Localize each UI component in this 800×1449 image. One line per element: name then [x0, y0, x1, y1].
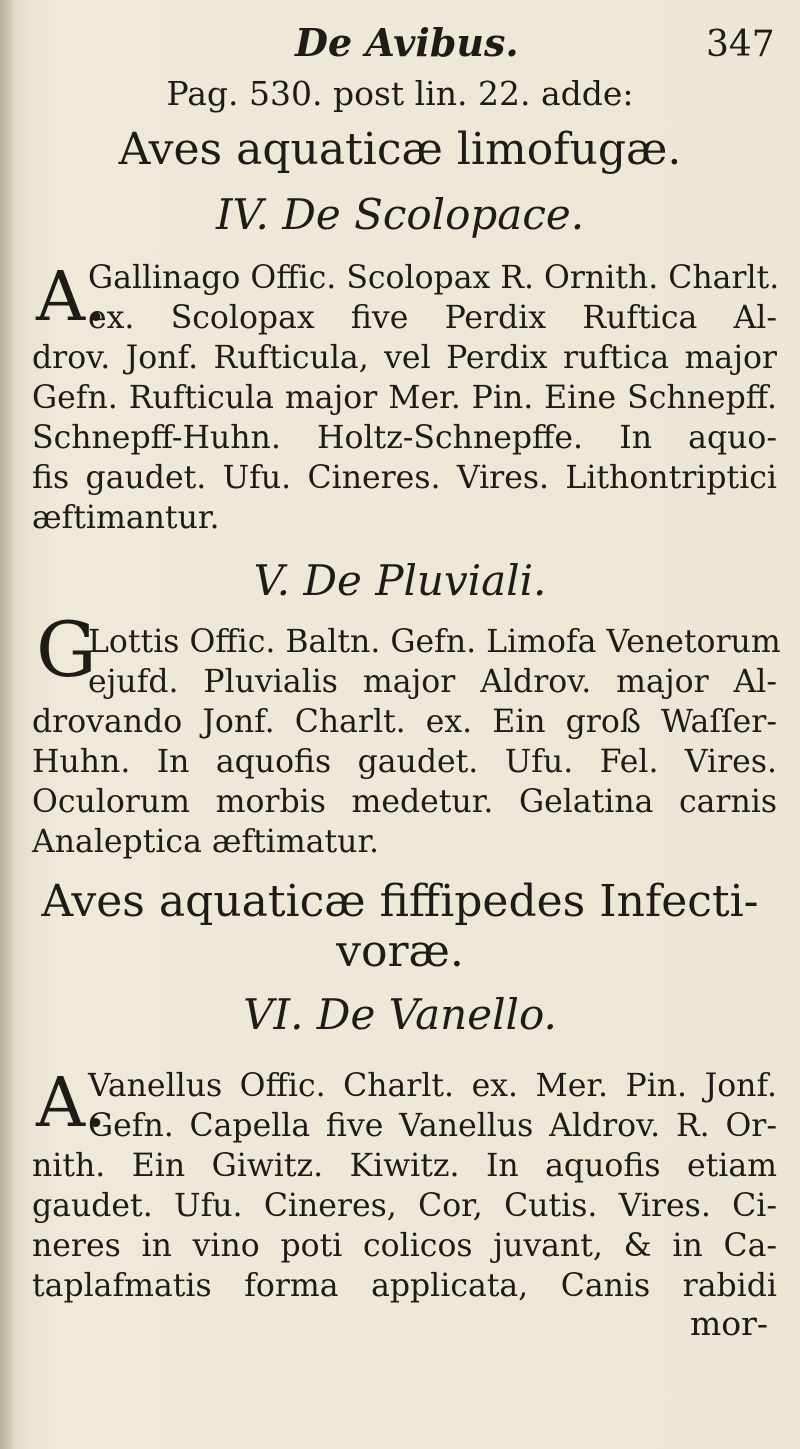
running-title: De Avibus. — [295, 20, 519, 65]
text-line: fis gaudet. Ufu. Cineres. Vires. Lithontriptici — [32, 460, 777, 496]
text-line: taplafmatis forma applicata, Canis rabidi — [32, 1268, 777, 1304]
text-line: æftimantur. — [32, 500, 220, 536]
text-line: Gallinago Offic. Scolopax R. Ornith. Charlt. — [88, 260, 780, 296]
section-heading-scolopace: IV. De Scolopace. — [215, 190, 585, 239]
text-line: drovando Jonf. Charlt. ex. Ein groß Waſſer- — [32, 704, 777, 740]
section-heading-pluviali: V. De Pluviali. — [253, 556, 547, 605]
group-heading-limofugae: Aves aquaticæ limofugæ. — [118, 124, 682, 175]
text-line: ex. Scolopax five Perdix Ruftica Al- — [88, 300, 777, 336]
text-line: Schnepff-Huhn. Holtz-Schnepffe. In aquo- — [32, 420, 777, 456]
group-heading-infectivorae-line2: voræ. — [336, 926, 464, 977]
group-heading-infectivorae-line1: Aves aquaticæ fiffipedes Infecti- — [41, 876, 759, 927]
text-line: Oculorum morbis medetur. Gelatina carnis — [32, 784, 777, 820]
text-line: nith. Ein Giwitz. Kiwitz. In aquofis etiam — [32, 1148, 777, 1184]
catchword: mor- — [690, 1304, 769, 1343]
text-line: Analeptica æftimatur. — [32, 824, 380, 860]
initial-letter-g: G — [36, 605, 97, 694]
section-heading-vanello: VI. De Vanello. — [243, 990, 557, 1039]
text-line: Gefn. Rufticula major Mer. Pin. Eine Schnepff. — [32, 380, 777, 416]
text-line: ejufd. Pluvialis major Aldrov. major Al- — [88, 664, 777, 700]
text-line: drov. Jonf. Rufticula, vel Perdix ruftica major — [32, 340, 777, 376]
text-line: Huhn. In aquofis gaudet. Ufu. Fel. Vires. — [32, 744, 777, 780]
addendum-note: Pag. 530. post lin. 22. adde: — [166, 74, 634, 113]
text-line: Gefn. Capella five Vanellus Aldrov. R. Or- — [88, 1108, 777, 1144]
text-line: gaudet. Ufu. Cineres, Cor, Cutis. Vires. Ci- — [32, 1188, 777, 1224]
initial-letter-a: A. — [36, 1064, 107, 1143]
page-number: 347 — [706, 24, 775, 65]
text-line: Lottis Offic. Baltn. Gefn. Limofa Venetorum — [88, 624, 781, 660]
initial-letter-a: A. — [36, 258, 107, 337]
text-line: neres in vino poti colicos juvant, & in Ca- — [32, 1228, 777, 1264]
running-header — [0, 18, 800, 68]
text-line: Vanellus Offic. Charlt. ex. Mer. Pin. Jonf. — [88, 1068, 777, 1104]
